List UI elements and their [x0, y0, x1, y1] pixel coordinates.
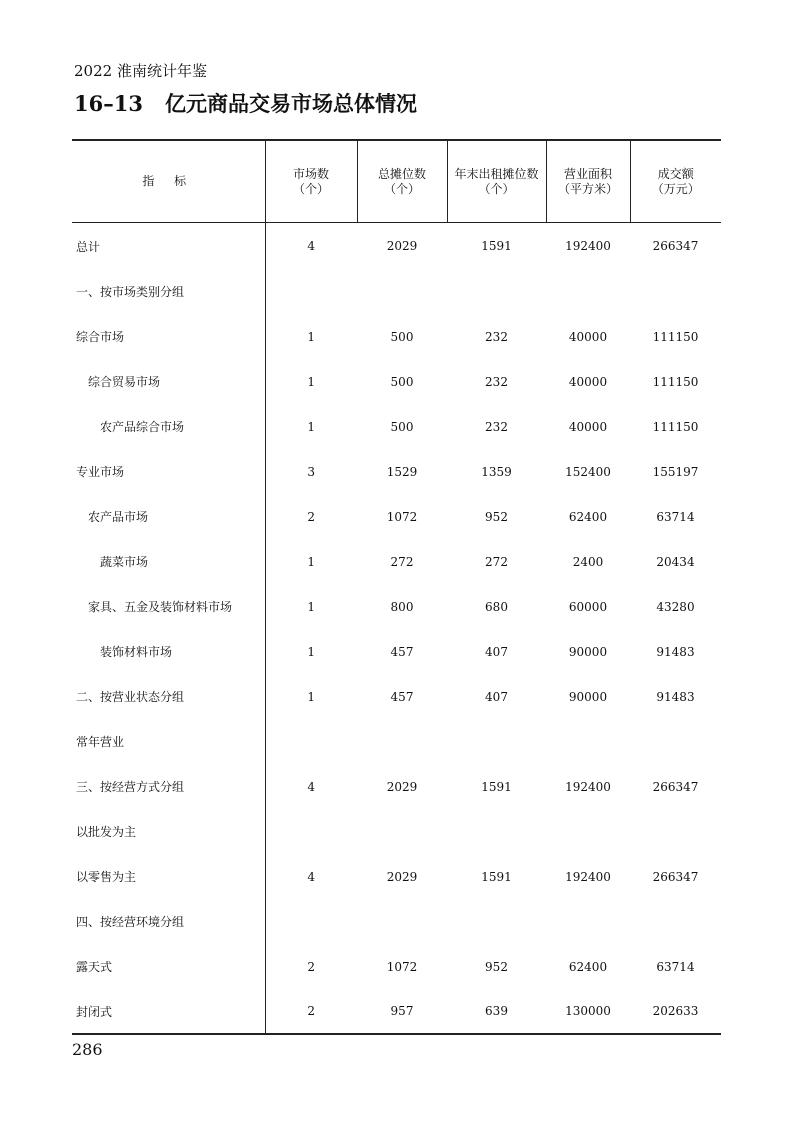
total-stalls-cell [357, 719, 447, 764]
rented-stalls-cell [447, 899, 546, 944]
table-row [72, 854, 721, 899]
row-label-cell: 四、按经营环境分组 [72, 899, 265, 944]
header-row [72, 140, 721, 223]
header-line1: 总摊位数 [377, 166, 426, 181]
rented-stalls-cell: 407 [485, 644, 508, 659]
market-count-cell: 3 [307, 464, 316, 479]
header-line1: 营业面积 [563, 166, 612, 181]
row-label-cell: 农产品综合市场 [72, 404, 265, 449]
business-area-cell [546, 269, 630, 314]
total-stalls-cell: 1072 [386, 509, 418, 524]
page-number: 286 [72, 1040, 103, 1059]
business-area-cell: 62400 [568, 509, 608, 524]
total-stalls-cell: 500 [390, 329, 414, 344]
header-line1: 成交额 [657, 166, 694, 181]
header-line2-unit: （万元） [651, 181, 700, 196]
table-row [72, 674, 721, 719]
rented-stalls-cell: 952 [485, 959, 508, 974]
table-row [72, 899, 721, 944]
business-area-cell [546, 809, 630, 854]
rented-stalls-cell [447, 269, 546, 314]
rented-stalls-cell: 680 [485, 599, 508, 614]
turnover-cell: 111150 [652, 329, 699, 344]
market-count-cell: 1 [307, 374, 316, 389]
turnover-cell: 20434 [656, 554, 695, 569]
rented-stalls-cell: 232 [485, 419, 508, 434]
turnover-cell: 43280 [656, 599, 695, 614]
row-label-cell: 二、按营业状态分组 [72, 674, 265, 719]
business-area-cell: 60000 [568, 599, 608, 614]
header-line2-unit: （个） [478, 181, 515, 196]
turnover-cell: 266347 [652, 779, 699, 794]
rented-stalls-cell: 639 [485, 1004, 508, 1018]
total-stalls-cell: 272 [390, 554, 414, 569]
yearbook-title: 2022 淮南统计年鉴 [74, 62, 207, 80]
business-area-cell [546, 899, 630, 944]
market-count-cell: 4 [307, 869, 316, 884]
market-count-cell [265, 719, 357, 764]
table-row [72, 629, 721, 674]
rented-stalls-cell: 1591 [481, 869, 512, 884]
header-line1: 年末出租摊位数 [454, 166, 539, 181]
row-label-cell: 露天式 [72, 944, 265, 989]
total-stalls-cell [357, 899, 447, 944]
total-stalls-cell: 457 [390, 644, 414, 659]
header-line1: 指 标 [142, 174, 195, 188]
table-row [72, 223, 721, 270]
turnover-cell: 202633 [652, 1004, 699, 1018]
market-count-cell: 4 [307, 779, 316, 794]
rented-stalls-cell: 1591 [481, 779, 512, 794]
header-line1: 市场数 [292, 166, 329, 181]
business-area-cell: 40000 [568, 329, 608, 344]
header-line2-unit: （平方米） [557, 181, 618, 196]
total-stalls-cell [357, 809, 447, 854]
row-label-cell: 装饰材料市场 [72, 629, 265, 674]
business-area-cell: 40000 [568, 374, 608, 389]
rented-stalls-cell [447, 719, 546, 764]
turnover-cell: 266347 [652, 869, 699, 884]
row-label-cell: 专业市场 [72, 449, 265, 494]
market-count-cell: 4 [307, 239, 316, 253]
header-line2-unit: （个） [292, 181, 329, 196]
row-label-cell: 以批发为主 [72, 809, 265, 854]
table-row [72, 494, 721, 539]
market-count-cell: 2 [307, 1004, 316, 1018]
rented-stalls-header [447, 140, 546, 223]
total-stalls-cell: 500 [390, 374, 414, 389]
market-count-cell: 1 [307, 554, 316, 569]
total-stalls-cell: 957 [390, 1004, 414, 1018]
row-label-cell: 常年营业 [72, 719, 265, 764]
business-area-cell: 90000 [568, 689, 608, 704]
table-number: 16–13 [74, 91, 143, 116]
market-count-cell: 1 [307, 419, 316, 434]
indicator-header [72, 140, 265, 223]
table-row [72, 359, 721, 404]
business-area-cell: 40000 [568, 419, 608, 434]
row-label-cell: 综合市场 [72, 314, 265, 359]
turnover-cell: 111150 [652, 419, 699, 434]
table-row [72, 989, 721, 1034]
table-row [72, 764, 721, 809]
turnover-cell [630, 809, 721, 854]
market-count-header [265, 140, 357, 223]
table-row [72, 269, 721, 314]
table-title-text: 亿元商品交易市场总体情况 [164, 91, 417, 116]
row-label-cell: 家具、五金及装饰材料市场 [72, 584, 265, 629]
market-count-cell: 1 [307, 329, 316, 344]
business-area-cell: 130000 [565, 1004, 611, 1018]
table-row [72, 314, 721, 359]
total-stalls-header [357, 140, 447, 223]
total-stalls-cell: 800 [390, 599, 414, 614]
market-count-cell [265, 269, 357, 314]
rented-stalls-cell: 1591 [481, 239, 512, 253]
market-count-cell: 2 [307, 959, 316, 974]
turnover-cell [630, 899, 721, 944]
total-stalls-cell: 500 [390, 419, 414, 434]
total-stalls-cell: 2029 [386, 869, 418, 884]
business-area-cell: 192400 [565, 239, 611, 253]
table-row [72, 584, 721, 629]
table-row [72, 719, 721, 764]
turnover-cell: 91483 [656, 689, 695, 704]
business-area-cell: 2400 [572, 554, 604, 569]
business-area-cell: 152400 [565, 464, 611, 479]
turnover-cell: 91483 [656, 644, 695, 659]
table-row [72, 944, 721, 989]
total-stalls-cell [357, 269, 447, 314]
total-stalls-cell: 457 [390, 689, 414, 704]
rented-stalls-cell: 1359 [481, 464, 512, 479]
row-label-cell: 封闭式 [72, 989, 265, 1034]
turnover-cell: 63714 [656, 509, 695, 524]
rented-stalls-cell: 952 [485, 509, 508, 524]
market-count-cell [265, 899, 357, 944]
header-line2-unit: （个） [383, 181, 420, 196]
total-stalls-cell: 2029 [386, 779, 418, 794]
statistics-table [72, 139, 721, 1035]
row-label-cell: 以零售为主 [72, 854, 265, 899]
turnover-cell: 266347 [652, 239, 699, 253]
turnover-cell: 155197 [652, 464, 699, 479]
business-area-cell: 62400 [568, 959, 608, 974]
business-area-cell: 192400 [565, 869, 611, 884]
rented-stalls-cell: 272 [485, 554, 508, 569]
table-row [72, 449, 721, 494]
row-label-cell: 一、按市场类别分组 [72, 269, 265, 314]
rented-stalls-cell: 232 [485, 329, 508, 344]
row-label-cell: 蔬菜市场 [72, 539, 265, 584]
statistics-table-container [72, 139, 721, 1035]
turnover-cell [630, 719, 721, 764]
turnover-cell [630, 269, 721, 314]
table-title [74, 88, 417, 118]
row-label-cell: 总计 [72, 223, 265, 270]
market-count-cell [265, 809, 357, 854]
rented-stalls-cell: 407 [485, 689, 508, 704]
market-count-cell: 1 [307, 644, 316, 659]
business-area-cell [546, 719, 630, 764]
turnover-cell: 63714 [656, 959, 695, 974]
market-count-cell: 2 [307, 509, 316, 524]
table-body [72, 223, 721, 1035]
row-label-cell: 综合贸易市场 [72, 359, 265, 404]
market-count-cell: 1 [307, 599, 316, 614]
table-row [72, 404, 721, 449]
business-area-cell: 192400 [565, 779, 611, 794]
market-count-cell: 1 [307, 689, 316, 704]
turnover-header [630, 140, 721, 223]
business-area-cell: 90000 [568, 644, 608, 659]
table-header [72, 140, 721, 223]
row-label-cell: 三、按经营方式分组 [72, 764, 265, 809]
turnover-cell: 111150 [652, 374, 699, 389]
rented-stalls-cell [447, 809, 546, 854]
total-stalls-cell: 2029 [386, 239, 418, 253]
total-stalls-cell: 1529 [386, 464, 418, 479]
business-area-header [546, 140, 630, 223]
rented-stalls-cell: 232 [485, 374, 508, 389]
row-label-cell: 农产品市场 [72, 494, 265, 539]
table-row [72, 809, 721, 854]
total-stalls-cell: 1072 [386, 959, 418, 974]
table-row [72, 539, 721, 584]
